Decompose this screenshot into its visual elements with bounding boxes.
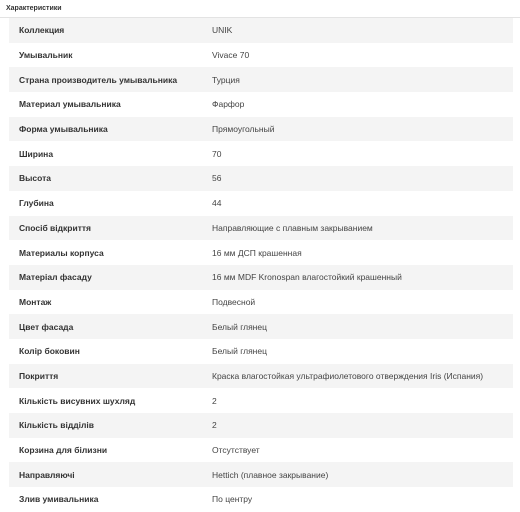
spec-name: Направляючі [19,469,75,480]
section-title: Характеристики [0,0,520,18]
spec-value: 70 [212,148,222,159]
spec-value: Направляющие с плавным закрыванием [212,222,373,233]
spec-row [9,141,513,166]
spec-value: 16 мм MDF Kronospan влагостойкий крашенный [212,272,402,283]
spec-row [9,364,513,389]
spec-value: Краска влагостойкая ультрафиолетового отверждения Iris (Испания) [212,370,484,381]
spec-name: Материал умывальника [19,99,121,110]
spec-value: Hettich (плавное закрывание) [212,469,329,480]
spec-value: UNIK [212,25,233,36]
spec-row [9,117,513,142]
spec-row [9,166,513,191]
spec-value: Подвесной [212,296,256,307]
spec-name: Материалы корпуса [19,247,104,258]
spec-name: Страна производитель умывальника [19,74,178,85]
spec-row [9,438,513,463]
spec-name: Колір боковин [19,346,80,357]
spec-row [9,67,513,92]
spec-value: 44 [212,198,222,209]
spec-name: Кількість висувних шухляд [19,395,136,406]
spec-name: Глубина [19,198,54,209]
spec-value: Турция [212,74,240,85]
spec-row [9,413,513,438]
spec-name: Кількість відділів [19,420,94,431]
spec-row [9,92,513,117]
spec-row [9,462,513,487]
spec-name: Высота [19,173,51,184]
spec-row [9,18,513,43]
spec-value: По центру [212,494,253,505]
spec-row [9,265,513,290]
spec-value: Vivace 70 [212,50,250,61]
spec-row [9,43,513,68]
spec-name: Покриття [19,370,59,381]
spec-name: Монтаж [19,296,52,307]
spec-row [9,339,513,364]
spec-value: 16 мм ДСП крашенная [212,247,302,258]
spec-name: Ширина [19,148,54,159]
spec-value: 2 [212,395,217,406]
spec-name: Умывальник [19,50,73,61]
spec-row [9,191,513,216]
spec-value: Прямоугольный [212,124,275,135]
spec-value: Белый глянец [212,321,267,332]
spec-name: Матеріал фасаду [19,272,92,283]
spec-value: 56 [212,173,222,184]
specifications-table [9,18,513,512]
spec-row [9,216,513,241]
spec-value: Фарфор [212,99,245,110]
spec-name: Форма умывальника [19,124,108,135]
spec-name: Корзина для білизни [19,445,108,456]
spec-row [9,388,513,413]
spec-value: Белый глянец [212,346,267,357]
spec-row [9,240,513,265]
spec-row [9,487,513,512]
spec-value: Отсутствует [212,445,260,456]
spec-name: Злив умивальника [19,494,99,505]
spec-value: 2 [212,420,217,431]
spec-name: Спосіб відкриття [19,222,91,233]
spec-name: Цвет фасада [19,321,74,332]
spec-row [9,290,513,315]
spec-name: Коллекция [19,25,65,36]
spec-row [9,314,513,339]
